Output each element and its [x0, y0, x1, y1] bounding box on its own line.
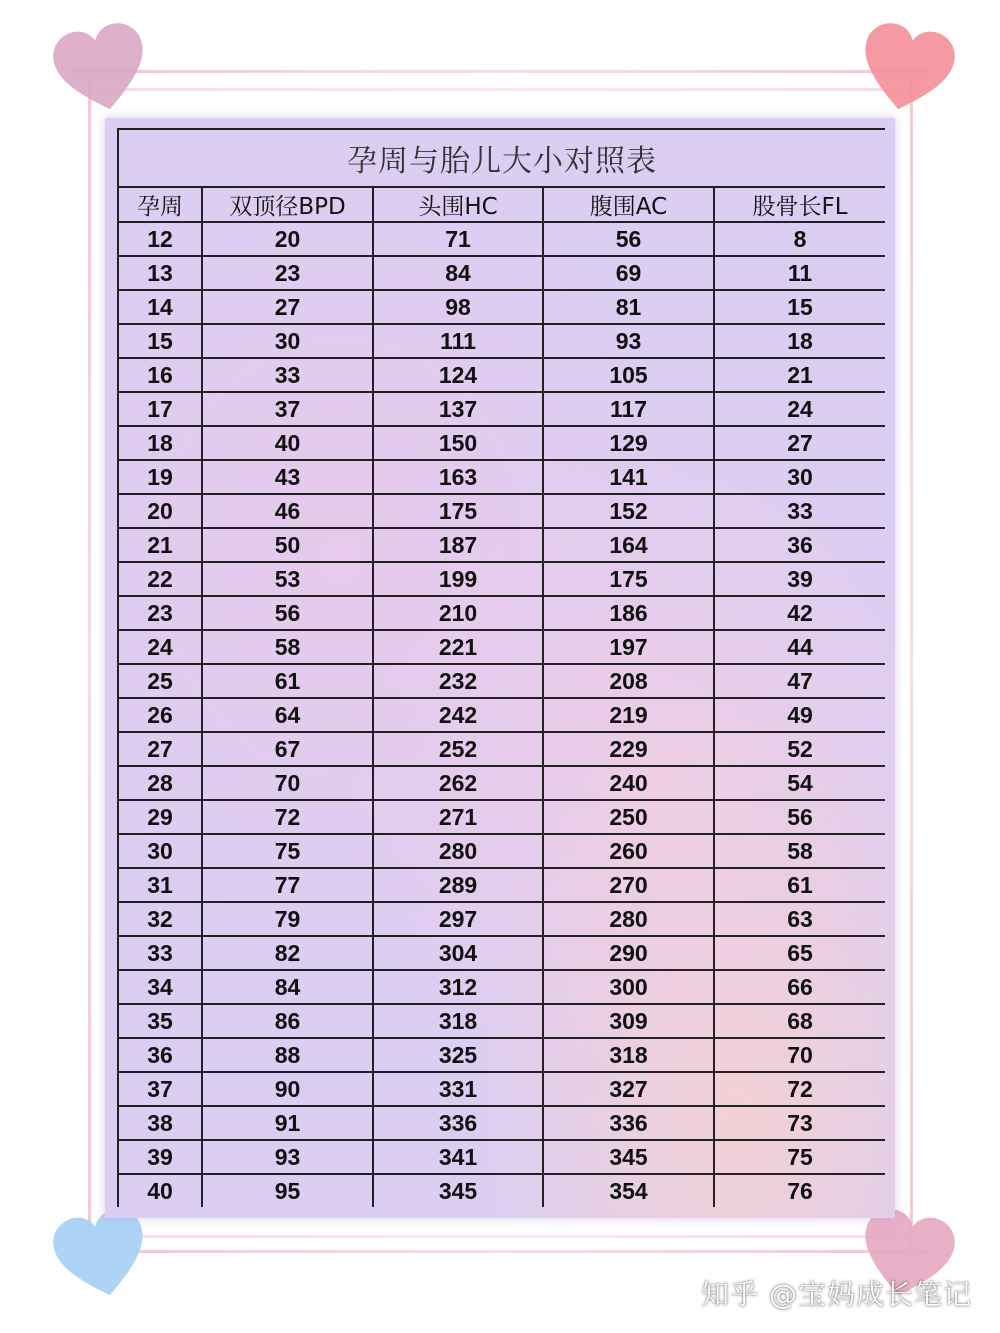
cell-bpd: 50: [202, 528, 373, 562]
cell-ac: 164: [543, 528, 714, 562]
cell-fl: 8: [714, 222, 885, 256]
cell-ac: 129: [543, 426, 714, 460]
cell-ac: 219: [543, 698, 714, 732]
table-row: [119, 664, 885, 698]
cell-hc: 84: [373, 256, 543, 290]
table-row: [119, 902, 885, 936]
cell-fl: 27: [714, 426, 885, 460]
table-row: [119, 1072, 885, 1106]
cell-bpd: 61: [202, 664, 373, 698]
table-row: [119, 256, 885, 290]
cell-fl: 72: [714, 1072, 885, 1106]
cell-fl: 18: [714, 324, 885, 358]
cell-hc: 210: [373, 596, 543, 630]
cell-hc: 175: [373, 494, 543, 528]
cell-fl: 47: [714, 664, 885, 698]
cell-fl: 30: [714, 460, 885, 494]
cell-week: 14: [119, 290, 202, 324]
frame-line-left: [88, 80, 91, 1250]
cell-ac: 186: [543, 596, 714, 630]
cell-week: 16: [119, 358, 202, 392]
cell-week: 26: [119, 698, 202, 732]
cell-hc: 289: [373, 868, 543, 902]
cell-hc: 242: [373, 698, 543, 732]
cell-fl: 56: [714, 800, 885, 834]
cell-fl: 42: [714, 596, 885, 630]
cell-fl: 21: [714, 358, 885, 392]
cell-fl: 65: [714, 936, 885, 970]
cell-bpd: 46: [202, 494, 373, 528]
cell-bpd: 56: [202, 596, 373, 630]
cell-fl: 44: [714, 630, 885, 664]
table-row: [119, 222, 885, 256]
cell-fl: 11: [714, 256, 885, 290]
cell-bpd: 33: [202, 358, 373, 392]
cell-ac: 69: [543, 256, 714, 290]
cell-hc: 262: [373, 766, 543, 800]
cell-fl: 63: [714, 902, 885, 936]
column-header-fl: 股骨长FL: [714, 188, 885, 222]
cell-fl: 49: [714, 698, 885, 732]
cell-ac: 175: [543, 562, 714, 596]
cell-bpd: 27: [202, 290, 373, 324]
cell-week: 36: [119, 1038, 202, 1072]
cell-week: 27: [119, 732, 202, 766]
cell-week: 38: [119, 1106, 202, 1140]
cell-bpd: 53: [202, 562, 373, 596]
cell-week: 34: [119, 970, 202, 1004]
heart-top-right-icon: [847, 13, 966, 132]
cell-hc: 71: [373, 222, 543, 256]
table-row: [119, 936, 885, 970]
table-row: [119, 1140, 885, 1174]
cell-fl: 76: [787, 1177, 813, 1204]
cell-ac: 117: [543, 392, 714, 426]
cell-bpd: 90: [202, 1072, 373, 1106]
cell-week: 33: [119, 936, 202, 970]
cell-fl: 24: [714, 392, 885, 426]
cell-ac: 354: [543, 1174, 714, 1207]
cell-week: 31: [119, 868, 202, 902]
cell-ac: 250: [543, 800, 714, 834]
cell-hc: 297: [373, 902, 543, 936]
cell-bpd: 30: [202, 324, 373, 358]
cell-week: 17: [119, 392, 202, 426]
cell-ac: 152: [543, 494, 714, 528]
cell-ac: 105: [543, 358, 714, 392]
table-row: [119, 494, 885, 528]
cell-week: 29: [119, 800, 202, 834]
frame-line-top: [70, 70, 930, 73]
cell-bpd: 40: [202, 426, 373, 460]
frame-line-top-inner: [90, 88, 910, 91]
table-row: [119, 1174, 885, 1207]
cell-hc: 199: [373, 562, 543, 596]
cell-hc: 98: [373, 290, 543, 324]
table-row: [119, 1038, 885, 1072]
table-row: [119, 460, 885, 494]
cell-hc: 318: [373, 1004, 543, 1038]
cell-week: 20: [119, 494, 202, 528]
cell-bpd: 70: [202, 766, 373, 800]
cell-ac: 318: [543, 1038, 714, 1072]
cell-ac: 208: [543, 664, 714, 698]
cell-hc: 111: [373, 324, 543, 358]
cell-fl: 70: [714, 1038, 885, 1072]
table-row: [119, 596, 885, 630]
cell-bpd: 86: [202, 1004, 373, 1038]
cell-fl: 68: [714, 1004, 885, 1038]
cell-ac: 327: [543, 1072, 714, 1106]
cell-week: 39: [119, 1140, 202, 1174]
table-row: [119, 698, 885, 732]
cell-week: 19: [119, 460, 202, 494]
cell-ac: 229: [543, 732, 714, 766]
cell-ac: 93: [543, 324, 714, 358]
cell-week: 12: [119, 222, 202, 256]
table-body: [119, 222, 885, 1207]
cell-fl: 75: [714, 1140, 885, 1174]
cell-ac: 240: [543, 766, 714, 800]
cell-hc: 304: [373, 936, 543, 970]
cell-bpd: 77: [202, 868, 373, 902]
cell-ac: 81: [543, 290, 714, 324]
table-title: 孕周与胎儿大小对照表: [119, 130, 885, 188]
cell-fl: 33: [714, 494, 885, 528]
cell-bpd: 58: [202, 630, 373, 664]
column-header-bpd: 双顶径BPD: [202, 188, 373, 222]
size-table: [119, 188, 885, 1207]
cell-ac: 270: [543, 868, 714, 902]
cell-hc: 345: [373, 1174, 543, 1207]
cell-hc: 163: [373, 460, 543, 494]
cell-week: 25: [119, 664, 202, 698]
cell-week: 35: [119, 1004, 202, 1038]
table-row: [119, 528, 885, 562]
table-row: [119, 358, 885, 392]
cell-hc: 232: [373, 664, 543, 698]
column-header-week: 孕周: [119, 188, 202, 222]
cell-bpd: 67: [202, 732, 373, 766]
frame-line-bottom: [70, 1250, 930, 1253]
heart-top-left-icon: [43, 13, 162, 132]
cell-bpd: 37: [202, 392, 373, 426]
cell-bpd: 43: [202, 460, 373, 494]
column-header-ac: 腹围AC: [543, 188, 714, 222]
cell-hc: 325: [373, 1038, 543, 1072]
cell-hc: 271: [373, 800, 543, 834]
frame-line-right: [910, 80, 913, 1250]
table-row: [119, 766, 885, 800]
watermark: 知乎 @宝妈成长笔记: [701, 1278, 972, 1311]
cell-week: 22: [119, 562, 202, 596]
cell-bpd: 91: [202, 1106, 373, 1140]
cell-bpd: 95: [202, 1174, 373, 1207]
cell-hc: 124: [373, 358, 543, 392]
cell-hc: 187: [373, 528, 543, 562]
frame-line-bottom-inner: [90, 1235, 910, 1238]
cell-fl: 66: [714, 970, 885, 1004]
cell-fl: 73: [714, 1106, 885, 1140]
cell-ac: 197: [543, 630, 714, 664]
cell-week: 32: [119, 902, 202, 936]
cell-ac: 280: [543, 902, 714, 936]
cell-hc: 150: [373, 426, 543, 460]
table-row: [119, 800, 885, 834]
cell-ac: 345: [543, 1140, 714, 1174]
cell-fl: 58: [714, 834, 885, 868]
cell-hc: 252: [373, 732, 543, 766]
cell-ac: 141: [543, 460, 714, 494]
cell-bpd: 75: [202, 834, 373, 868]
cell-hc: 331: [373, 1072, 543, 1106]
cell-week: 21: [119, 528, 202, 562]
table-row: [119, 290, 885, 324]
cell-bpd: 23: [202, 256, 373, 290]
cell-hc: 312: [373, 970, 543, 1004]
table-row: [119, 868, 885, 902]
column-header-hc: 头围HC: [373, 188, 543, 222]
cell-bpd: 93: [202, 1140, 373, 1174]
cell-bpd: 84: [202, 970, 373, 1004]
cell-bpd: 82: [202, 936, 373, 970]
cell-ac: 56: [543, 222, 714, 256]
table-row: [119, 324, 885, 358]
table-row: [119, 562, 885, 596]
cell-bpd: 72: [202, 800, 373, 834]
cell-fl: 39: [714, 562, 885, 596]
table-row: [119, 630, 885, 664]
cell-hc: 336: [373, 1106, 543, 1140]
cell-hc: 221: [373, 630, 543, 664]
cell-hc: 341: [373, 1140, 543, 1174]
cell-week: 23: [119, 596, 202, 630]
table-row: [119, 1106, 885, 1140]
cell-bpd: 20: [202, 222, 373, 256]
cell-bpd: 64: [202, 698, 373, 732]
cell-ac: 300: [543, 970, 714, 1004]
cell-week: 15: [119, 324, 202, 358]
cell-ac: 309: [543, 1004, 714, 1038]
table-row: [119, 732, 885, 766]
cell-bpd: 88: [202, 1038, 373, 1072]
cell-week: 13: [119, 256, 202, 290]
size-table-sheet: [117, 128, 885, 1207]
table-header-row: [119, 188, 885, 222]
cell-hc: 137: [373, 392, 543, 426]
cell-week: 24: [119, 630, 202, 664]
table-row: [119, 392, 885, 426]
cell-week: 37: [119, 1072, 202, 1106]
cell-week: 40: [119, 1174, 202, 1207]
table-row: [119, 426, 885, 460]
cell-fl: 54: [714, 766, 885, 800]
table-row: [119, 970, 885, 1004]
cell-fl: 61: [714, 868, 885, 902]
table-row: [119, 834, 885, 868]
cell-week: 18: [119, 426, 202, 460]
cell-week: 28: [119, 766, 202, 800]
cell-fl: 52: [714, 732, 885, 766]
cell-week: 30: [119, 834, 202, 868]
table-row: [119, 1004, 885, 1038]
cell-ac: 260: [543, 834, 714, 868]
cell-fl: 36: [714, 528, 885, 562]
cell-ac: 336: [543, 1106, 714, 1140]
cell-hc: 280: [373, 834, 543, 868]
cell-ac: 290: [543, 936, 714, 970]
cell-bpd: 79: [202, 902, 373, 936]
cell-fl: 15: [714, 290, 885, 324]
